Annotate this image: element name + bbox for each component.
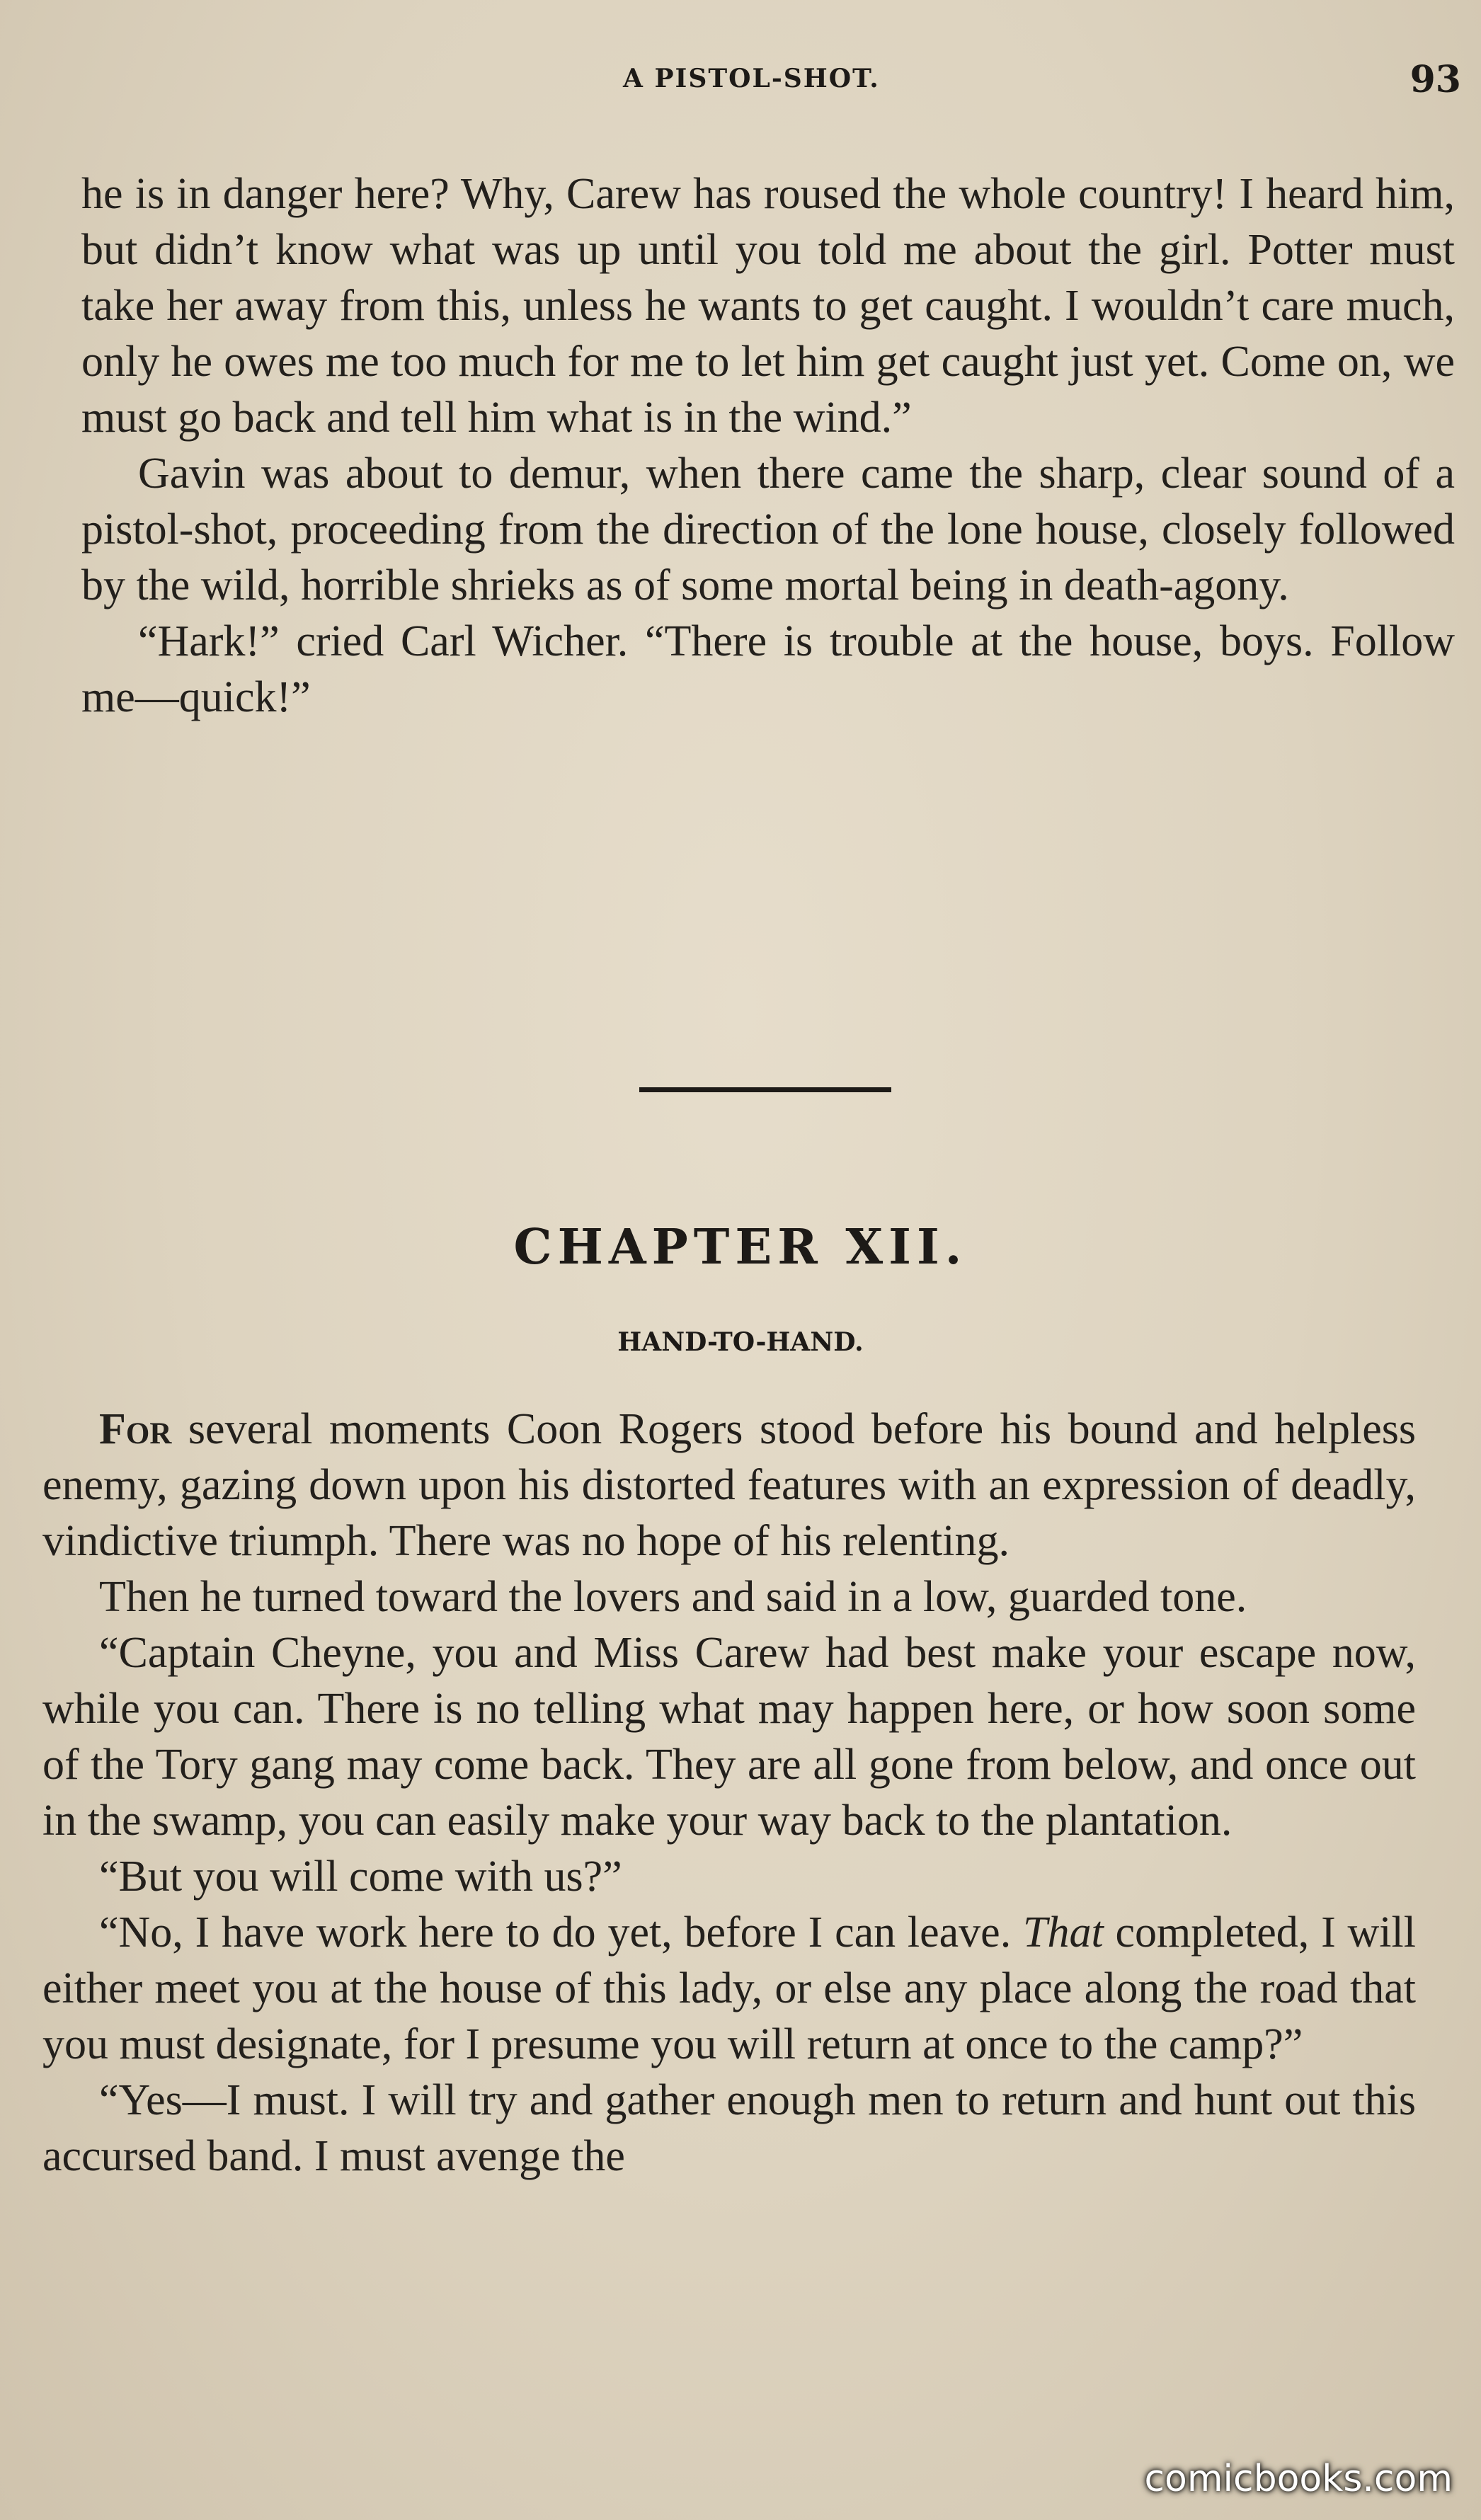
lead-word: For [99,1405,172,1453]
paragraph: “Hark!” cried Carl Wicher. “There is trouble at the house, boys. Follow me—quick!” [81,617,1455,721]
paragraph: “Yes—I must. I will try and gather enough men to return and hunt out this accursed band. I must avenge the [42,2076,1416,2180]
chapter-subtitle: HAND-TO-HAND. [617,1327,864,1357]
section-divider [639,1087,891,1092]
paragraph: he is in danger here? Why, Carew has roused the whole country! I heard him, but didn’t know what was up until you told me about the girl. Potter must take her away from this, unless he wants to get caught. I wouldn’t care much, only he owes me too much for me to let him get caught just yet. Come on, we must go back and tell him what is in the wind.” [81,170,1455,442]
paragraph-text: several moments Coon Rogers stood before his bound and helpless enemy, gazing down upon his distorted features with an expression of deadly, vindictive triumph. There was no hope of his relenting. [42,1405,1416,1565]
paragraph: Gavin was about to demur, when there came the sharp, clear sound of a pistol-shot, proceeding from the direction of the lone house, closely followed by the wild, horrible shrieks as of some mortal being in death-agony. [81,449,1455,609]
paragraph: Then he turned toward the lovers and said in a low, guarded tone. [99,1573,1247,1621]
paragraph [42,1402,1416,1569]
chapter-xi-ending [81,166,1455,726]
paragraph: “Captain Cheyne, you and Miss Carew had best make your escape now, while you can. There is no telling what may happen here, or how soon some of the Tory gang may come back. They are all gone from below, and once out in the swamp, you can easily make your way back to the plantation. [42,1629,1416,1845]
page-number: 93 [1409,58,1461,101]
italic-word: That [1023,1908,1104,1957]
chapter-title: CHAPTER XII. [513,1219,968,1276]
watermark: comicbooks.com [1144,2458,1453,2500]
paragraph [42,1905,1416,2073]
chapter-xii-text [42,1402,1416,2184]
paragraph: “But you will come with us?” [99,1852,622,1901]
running-title: A PISTOL-SHOT. [623,64,880,93]
paragraph-text: “No, I have work here to do yet, before I can leave. [99,1908,1024,1957]
running-head [0,58,1481,108]
paragraph-text: completed, I will either meet you at the house of this lady, or else any place along the road that you must designate, for I presume you will return at once to the camp?” [42,1908,1416,2068]
